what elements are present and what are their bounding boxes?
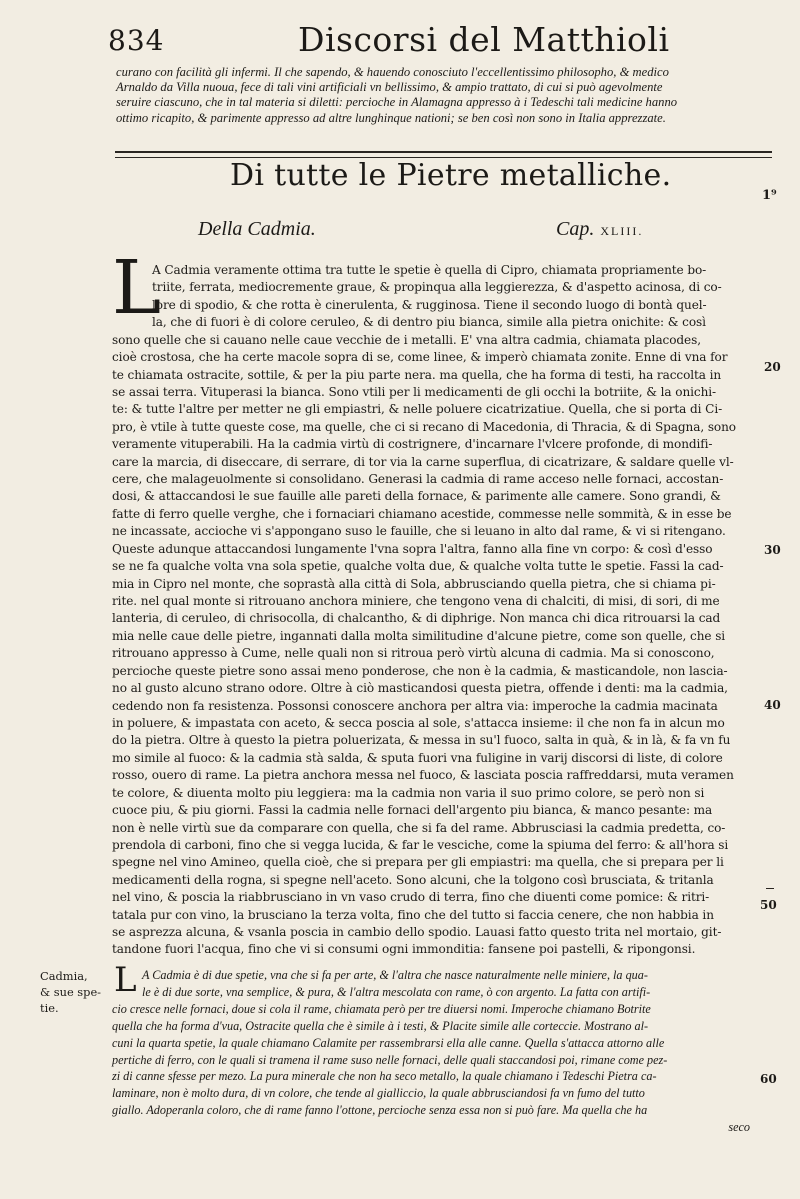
- text-line: mia in Cipro nel monte, che soprastà alla città di Sola, abbrusciando quella pietra, che si chiama pi-: [112, 576, 716, 591]
- commentary-line: cuni la quarta spetie, la quale chiamano Calamite per rassembrarsi ella alle canne. Quella s'attacca attorno alle: [112, 1035, 665, 1050]
- commentary-line: le è di due sorte, vna semplice, & pura, & l'altra mescolata con rame, ò con argento. La fatta con artifi-: [142, 984, 651, 999]
- text-line: medicamenti della rogna, si spegne nell'aceto. Sono alcuni, che la tolgono così brusciata, & tritanla: [112, 872, 714, 887]
- text-line: dosi, & attaccandosi le sue fauille alle pareti della fornace, & parimente alle camere. Sono grandi, &: [112, 489, 721, 504]
- text-line: care la marcia, di diseccare, di serrare, di tor via la carne superflua, di cicatrizare, & saldare quelle vl-: [112, 454, 734, 469]
- text-line: cedendo non fa resistenza. Possonsi conoscere anchora per altra via: imperoche la cadmia macinata: [112, 698, 718, 713]
- chapter-cap-label: Cap.: [556, 218, 595, 240]
- commentary-line: A Cadmia è di due spetie, vna che si fa per arte, & l'altra che nasce naturalmente nelle miniere, la qua-: [142, 968, 648, 982]
- text-line: veramente vituperabili. Ha la cadmia virtù di costrignere, d'incarnare l'vlcere profonde, di mondifi-: [112, 437, 713, 452]
- text-line: percioche queste pietre sono assai meno ponderose, che non è la cadmia, & masticandole, non lascia-: [112, 663, 728, 678]
- main-text: [112, 262, 772, 959]
- text-line: cioè crostosa, che ha certe macole sopra di se, come linee, & imperò chiamata zonite. Enne di vna for: [112, 350, 728, 365]
- text-line: spegne nel vino Amineo, quella cioè, che si prepara per gli empiastri: ma quella, che si prepara per li: [112, 855, 724, 870]
- text-line: se ne fa qualche volta vna sola spetie, qualche volta due, & qualche volta tutte le spetie. Fassi la cad-: [112, 559, 724, 574]
- intro-line: ottimo ricapito, & parimente appresso ad altre lunghinque nationi; se ben così non sono in Italia apprezzate.: [116, 110, 666, 125]
- running-title: Discorsi del Matthioli: [298, 20, 670, 59]
- drop-cap: L: [112, 245, 162, 331]
- text-line: se asprezza alcuna, & vsanla poscia in cambio dello spodio. Lauasi fatto questo trita nel mortaio, git-: [112, 925, 722, 940]
- line-number: 20: [764, 360, 781, 374]
- text-line: mia nelle caue delle pietre, ingannati dalla molta similitudine d'alcune pietre, come son quelle, che si: [112, 628, 726, 643]
- commentary-line: cio cresce nelle fornaci, doue si cola il rame, chiamata però per tre diuersi nomi. Imperoche chiamano Botrite: [112, 1001, 651, 1016]
- text-line: in poluere, & impastata con aceto, & secca poscia al sole, s'attacca insieme: il che non fa in alcun mo: [112, 715, 725, 730]
- text-line: te: & tutte l'altre per metter ne gli empiastri, & nelle poluere cicatrizatiue. Quella, che si porta di Ci-: [112, 402, 723, 417]
- commentary-text: [112, 967, 772, 1136]
- commentary-line: zi di canne sfesse per mezo. La pura minerale che non ha seco metallo, la quale chiamano i Tedeschi Pietra ca-: [112, 1069, 657, 1084]
- text-line: no al gusto alcuno strano odore. Oltre à ciò masticandosi questa pietra, offende i denti: ma la cadmia,: [112, 681, 728, 696]
- commentary-line: laminare, non è molto dura, di vn colore, che tende al gialliccio, la quale abbrusciandosi fa vn fumo del tutto: [112, 1086, 645, 1101]
- text-line: te colore, & diuenta molto piu leggiera: ma la cadmia non varia il suo primo colore, se però non si: [112, 785, 705, 800]
- text-line: non è nelle virtù sue da comparare con quella, che si fa del rame. Abbrusciasi la cadmia predetta, co-: [112, 820, 726, 835]
- chapter-roman: XLIII.: [600, 224, 644, 238]
- text-line: se assai terra. Vituperasi la bianca. Sono vtili per li medicamenti de gli occhi la botriite, & la onichi-: [112, 384, 717, 399]
- commentary-line: quella che ha forma d'vua, Ostracite quella che è simile à i testi, & Placite simile alle corteccie. Mostrano al-: [112, 1018, 649, 1033]
- text-line: triite, ferrata, mediocremente graue, & propinqua alla leggierezza, & d'aspetto acinosa, di co-: [152, 280, 722, 295]
- margin-dash: [766, 888, 774, 889]
- chapter-title: Della Cadmia.: [198, 218, 316, 240]
- text-line: Queste adunque attaccandosi lungamente l'vna sopra l'altra, fanno alla fine vn corpo: & così d'esso: [112, 541, 713, 556]
- intro-paragraph: [116, 65, 776, 126]
- margin-note-line: Cadmia,: [40, 969, 88, 983]
- text-line: lore di spodio, & che rotta è cinerulenta, & rugginosa. Tiene il secondo luogo di bontà quel-: [152, 297, 707, 312]
- intro-line: seruire ciascuno, che in tal materia si diletti: percioche in Alamagna appresso à i Tedeschi tali medicine hanno: [116, 95, 678, 110]
- intro-line: Arnaldo da Villa nuoua, fece di tali vini artificiali vn bellissimo, & ampio trattato, di cui si può agevolmente: [116, 80, 663, 95]
- chapter-number: [556, 218, 643, 241]
- commentary-line: pertiche di ferro, con le quali si tramena il rame suso nelle fornaci, delle quali staccandosi poi, rimane come pez-: [112, 1052, 668, 1067]
- text-line: prendola di carboni, fino che si vegga lucida, & far le vesciche, come la spiuma del ferro: & all'hora si: [112, 837, 729, 852]
- commentary-line: giallo. Adoperanla coloro, che di rame fanno l'ottone, percioche senza essa non si può fare. Ma quella che ha: [112, 1103, 648, 1118]
- text-line: fatte di ferro quelle verghe, che i fornaciari chiamano acestide, commesse nelle sommità, & in esse be: [112, 506, 732, 521]
- section-divider: [115, 151, 772, 158]
- text-line: cuoce piu, & piu giorni. Fassi la cadmia nelle fornaci dell'argento piu bianca, & manco pesante: ma: [112, 803, 713, 818]
- margin-note: [40, 968, 112, 1016]
- text-line: sono quelle che si cauano nelle caue vecchie de i metalli. E' vna altra cadmia, chiamata placodes,: [112, 332, 701, 347]
- line-number: 40: [764, 698, 781, 712]
- text-line: cere, che malageuolmente si consolidano. Generasi la cadmia di rame acceso nelle fornaci, accostan-: [112, 472, 724, 487]
- text-line: nel vino, & poscia la riabbrusciano in vn vaso crudo di terra, fino che diuenti come pomice: & ritri-: [112, 890, 710, 905]
- intro-line: curano con facilità gli infermi. Il che sapendo, & hauendo conosciuto l'eccellentissimo philosopho, & medico: [116, 65, 669, 79]
- line-number: 30: [764, 543, 781, 557]
- margin-marker: 1⁹: [762, 188, 777, 203]
- commentary-drop-cap: L: [114, 960, 137, 1000]
- text-line: tandone fuori l'acqua, fino che vi si consumi ogni immonditia: fansene poi pastelli, & ripongonsi.: [112, 942, 696, 957]
- text-line: pro, è vtile à tutte queste cose, ma quelle, che ci si recano di Macedonia, di Thracia, & di Spagna, sono: [112, 419, 736, 434]
- text-line: rite. nel qual monte si ritrouano anchora miniere, che tengono vena di chalciti, di misi, di sori, di me: [112, 594, 720, 609]
- section-title: Di tutte le Pietre metalliche.: [230, 158, 672, 193]
- margin-note-line: tie.: [40, 1001, 59, 1015]
- catchword: seco: [728, 1120, 750, 1135]
- text-line: ne incassate, accioche vi s'appongano suso le fauille, che si leuano in alto dal rame, & vi si ritengano.: [112, 524, 726, 539]
- text-line: tatala pur con vino, la brusciano la terza volta, fino che del tutto si faccia cenere, che non habbia in: [112, 907, 714, 922]
- text-line: do la pietra. Oltre à questo la pietra poluerizata, & messa in su'l fuoco, salta in quà, & in là, & fa vn fu: [112, 733, 731, 748]
- page-number: 834: [108, 24, 165, 57]
- text-line: la, che di fuori è di colore ceruleo, & di dentro piu bianca, simile alla pietra onichite: & così: [152, 315, 706, 330]
- text-line: mo simile al fuoco: & la cadmia stà salda, & sputa fuori vna fuligine in varij discorsi di liste, di colore: [112, 750, 723, 765]
- text-line: ritrouano appresso à Cume, nelle quali non si ritroua però virtù alcuna di cadmia. Ma si conoscono,: [112, 646, 715, 661]
- text-line: A Cadmia veramente ottima tra tutte le spetie è quella di Cipro, chiamata propriamente bo-: [152, 263, 707, 277]
- line-number: 60: [760, 1072, 777, 1086]
- text-line: te chiamata ostracite, sottile, & per la piu parte nera. ma quella, che ha forma di testi, ha raccolta in: [112, 367, 722, 382]
- running-head: [108, 20, 748, 64]
- text-line: rosso, ouero di rame. La pietra anchora messa nel fuoco, & lasciata poscia raffreddarsi, muta veramen: [112, 768, 734, 783]
- margin-note-line: & sue spe-: [40, 985, 102, 999]
- text-line: lanteria, di ceruleo, di chrisocolla, di chalcantho, & di diphrige. Non manca chi dica ritrouarsi la cad: [112, 611, 721, 626]
- line-number: 50: [760, 898, 777, 912]
